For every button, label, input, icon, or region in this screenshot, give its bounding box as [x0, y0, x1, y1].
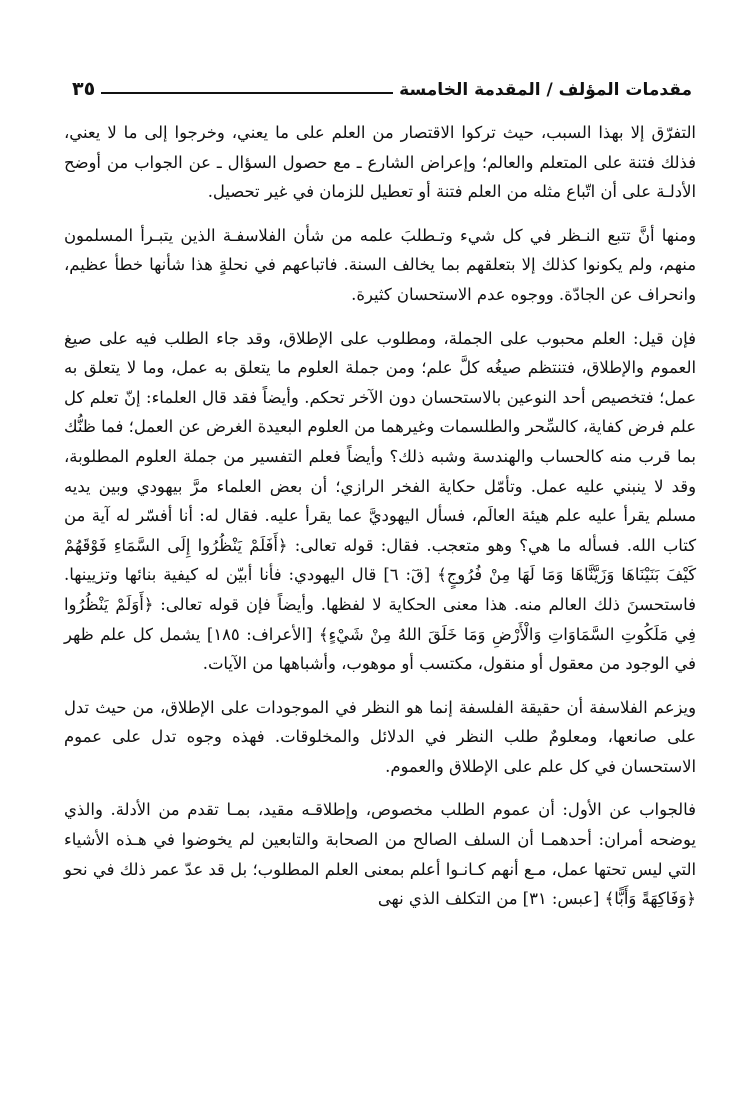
paragraph-3: فإن قيل: العلم محبوب على الجملة، ومطلوب على الإطلاق، وقد جاء الطلب فيه على صيغ العموم والإطلاق، فتنتظم صيغُه كلَّ علم؛ ومن جملة العلوم ما يتعلق به عمل، وما لا يتعلق به عمل؛ فتخصيص أحد النوعين بالاستحسان دون الآخر تحكم. وأيضاً فقد قال العلماء: إنّ تعلم كل علم فرض كفاية، كالسِّحر والطلسمات وغيرهما من العلوم البعيدة الغرض عن العمل؛ فما ظنُّك بما قرب منه كالحساب والهندسة وشبه ذلك؟ وأيضاً فعلم التفسير من جملة العلوم المطلوبة، وقد لا ينبني عليه عمل. وتأمّل حكاية الفخر الرازي؛ أن بعض العلماء مرَّ بيهودي وبين يديه مسلم يقرأ عليه علم هيئة العالَم، فسأل اليهوديَّ عما يقرأ عليه. فقال له: أنا أفسّر له آية من كتاب الله. فسأله ما هي؟ وهو متعجب. فقال: قوله تعالى: ﴿أَفَلَمْ يَنْظُرُوا إِلَى السَّمَاءِ فَوْقَهُمْ كَيْفَ بَنَيْنَاهَا وَزَيَّنَّاهَا وَمَا لَهَا مِنْ فُرُوجٍ﴾ [قٓ: ٦] قال اليهودي: فأنا أبيّن له كيفية بنائها وتزيينها. فاستحسنَ ذلك العالم منه. هذا معنى الحكاية لا لفظها. وأيضاً فإن قوله تعالى: ﴿أَوَلَمْ يَنْظُرُوا فِي مَلَكُوتِ السَّمَاوَاتِ وَالْأَرْضِ وَمَا خَلَقَ اللهُ مِنْ شَيْءٍ﴾ [الأعراف: ١٨٥] يشمل كل علم ظهر في الوجود من معقول أو منقول، مكتسب أو موهوب، وأشباهها من الآيات.	[64, 328, 696, 674]
paragraph-5: فالجواب عن الأول: أن عموم الطلب مخصوص، وإطلاقـه مقيد، بمـا تقدم من الأدلة. والذي يوضحه أمران: أحدهمـا أن السلف الصالح من الصحابة والتابعين لم يخوضوا في هـذه الأشياء التي ليس تحتها عمل، مـع أنهم كـانـوا أعلم بمعنى العلم المطلوب؛ بل قد عدّ عمر ذلك في نحو ﴿وَفَاكِهَةً وَأَبًّا﴾ [عبس: ٣١] من التكلف الذي نهى	[64, 800, 696, 909]
paragraph-2: ومنها أنَّ تتبع النـظر في كل شيء وتـطلبَ علمه من شأن الفلاسفـة الذين يتبـرأ المسلمون منهم، ولم يكونوا كذلك إلا بتعلقهم بما يخالف السنة. فاتباعهم في نحلةٍ هذا شأنها خطأ عظيم، وانحراف عن الجادّة. ووجوه عدم الاستحسان كثيرة.	[64, 225, 696, 304]
page-header	[72, 70, 692, 100]
paragraph-1: التفرّق إلا بهذا السبب، حيث تركوا الاقتصار من العلم على ما يعني، وخرجوا إلى ما لا يعني، فذلك فتنة على المتعلم والعالم؛ وإعراض الشارع ـ مع حصول السؤال ـ عن الجواب من أوضح الأدلـة على أن اتّباع مثله من العلم فتنة أو تعطيل للزمان في غير تحصيل.	[64, 123, 696, 202]
running-title: مقدمات المؤلف / المقدمة الخامسة	[399, 80, 692, 100]
page-number: ٣٥	[72, 78, 96, 100]
body-text	[64, 118, 696, 914]
paragraph-4: ويزعم الفلاسفة أن حقيقة الفلسفة إنما هو النظر في الموجودات على الإطلاق، من حيث تدل على صانعها، ومعلومٌ طلب النظر في الدلائل والمخلوقات. فهذه وجوه تدل على عموم الاستحسان في كل علم على الإطلاق والعموم.	[64, 697, 696, 776]
header-rule	[101, 92, 393, 94]
